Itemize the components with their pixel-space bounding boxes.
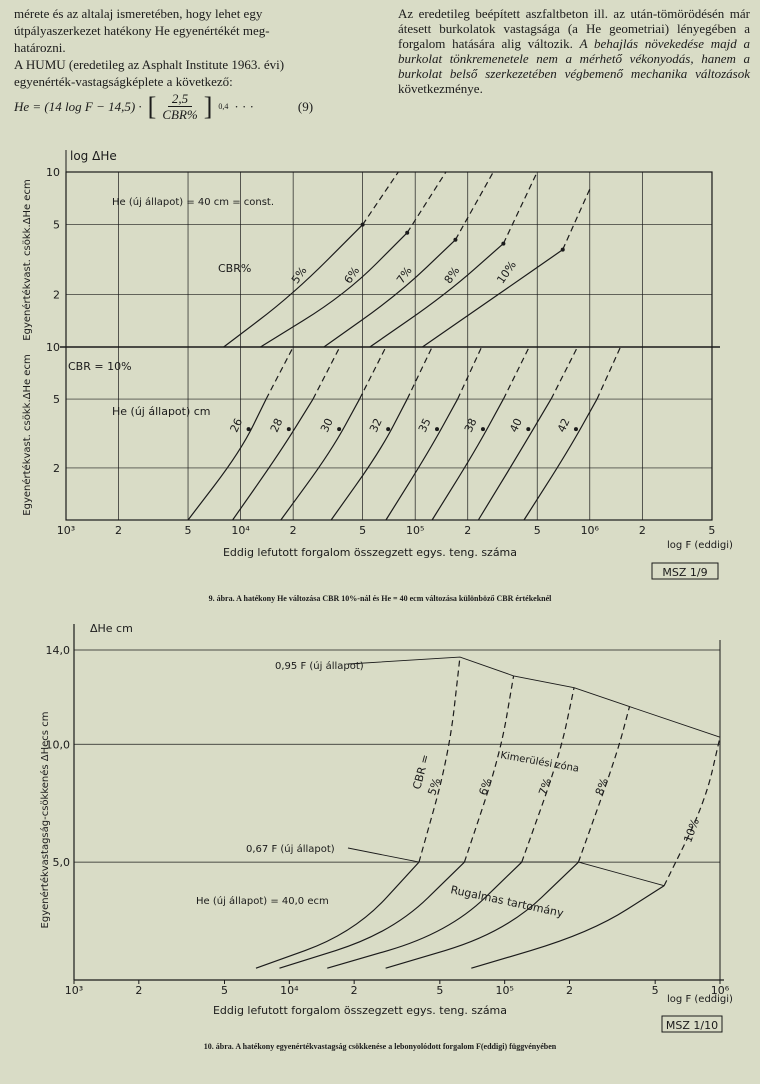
figure-9-series-name: 5% [288, 264, 310, 287]
figure-9-series-line [281, 399, 360, 520]
figure-9-xtick-label: 5 [184, 524, 192, 537]
figure-10-series-line [327, 862, 521, 968]
figure-9-xtick-label: 5 [708, 524, 716, 537]
figure-9-series-line-dashed [360, 347, 386, 399]
figure-10-series-name: 7% [536, 776, 555, 798]
figure-9-series-line-dashed [503, 347, 529, 399]
figure-10-series-line-dashed [664, 737, 720, 886]
figure-9-series-point [386, 427, 390, 431]
text-line: egyenérték-vastagságképlete a következő: [14, 74, 233, 89]
figure-10-ytick-label: 14,0 [45, 644, 70, 657]
figure-9-xtick-label: 2 [638, 524, 646, 537]
figure-9-series-line-dashed [458, 347, 482, 399]
figure-9-series-name: 10% [494, 258, 519, 287]
text-line: határozni. [14, 40, 66, 55]
figure-9-caption: 9. ábra. A hatékony He változása CBR 10%-nál és He = 40 ecm változása különböző CBR értékeknél [208, 594, 552, 603]
figure-9-badge: MSZ 1/9 [662, 566, 708, 579]
figure-9-ytick-label: 5 [53, 393, 60, 407]
bracket-open: [ [147, 91, 157, 121]
figure-9-series-line [324, 240, 456, 347]
figure-10-xtick-label: 2 [350, 984, 358, 997]
figure-9-series-point [337, 427, 341, 431]
figure-9-series-name: 6% [341, 264, 363, 287]
figure-9-top-annotation: He (új állapot) = 40 cm = const. [112, 197, 275, 208]
figure-10-series-name: 8% [592, 776, 612, 798]
figure-10-series-name: 10% [681, 816, 702, 845]
figure-9-ytick-label: 2 [53, 461, 60, 475]
figure-9-xtick-label: 2 [115, 524, 123, 537]
figure-9-series-name: 26 [227, 416, 246, 435]
figure-10-xtick-label: 2 [135, 984, 143, 997]
figure-10-annotation-f67: 0,67 F (új állapot) [246, 844, 335, 855]
figure-9-series-point [361, 223, 365, 227]
figure-9-xtick-label: 10⁴ [231, 524, 250, 537]
figure-10-xtick-label: 5 [436, 984, 444, 997]
text-line: útpályaszerkezet hatékony He egyenértékét meg- [14, 23, 270, 38]
bracket-close: ] [203, 91, 213, 121]
figure-9-series-line-dashed [455, 172, 493, 240]
paragraph-italic: A behajlás növekedése majd a burkolat tönkremenetele nem a mérhető vékonyodás, hanem a burkolat belső szerkezetében végbemenő mechanika változások [398, 36, 750, 81]
figure-9-series-line-dashed [266, 347, 293, 399]
figure-9-series-line-dashed [363, 172, 399, 225]
figure-10-yaxis-label: Egyenértékvastagság-csökkenés ΔHecs cm [40, 711, 51, 929]
figure-9-series-name: 40 [507, 416, 525, 435]
figure-9-ytick-label: 2 [53, 288, 60, 302]
figure-10-series-line [256, 862, 419, 968]
figure-10-badge: MSZ 1/10 [665, 1019, 719, 1032]
figure-9-xtick-label: 10⁶ [580, 524, 599, 537]
figure-10-zone-upper: Kimerülési zóna [499, 750, 580, 775]
figure-9-series-line-dashed [563, 189, 590, 250]
equation-number: (9) [297, 99, 314, 114]
figure-9-series-point [574, 427, 578, 431]
figure-10-series-line [279, 862, 464, 968]
figure-9-series-point [405, 231, 409, 235]
figure-10-ylabel: ΔHe cm [90, 622, 133, 635]
figure-10-series-name: 5% [425, 776, 444, 798]
figure-9-series-point [287, 427, 291, 431]
figure-10-xtick-label: 2 [565, 984, 573, 997]
figure-9-series-name: 8% [441, 264, 463, 287]
figure-10-f95-curve [348, 657, 720, 737]
figure-10-series-line-dashed [464, 676, 513, 862]
figure-9-cbr-annotation: CBR = 10% [68, 360, 132, 373]
figure-9-series-point [526, 427, 530, 431]
figure-9-series-line-dashed [313, 347, 340, 399]
figure-9-series-name: 32 [367, 416, 385, 435]
figure-10-cbr-label: CBR = [410, 753, 433, 791]
figure-9-series-point [481, 427, 485, 431]
equation-numerator: 2,5 [168, 91, 192, 107]
figure-9-xtick-label: 10⁵ [405, 524, 425, 537]
figure-9-xtick-label: 2 [464, 524, 472, 537]
figure-9-series-line [422, 250, 562, 347]
figure-9-xtick-label: 5 [533, 524, 541, 537]
figure-9-ytick-label: 10 [46, 341, 60, 354]
figure-9-yaxis-label-top: Egyenértékvast. csökk.ΔHe ecm [22, 179, 33, 341]
figure-9-ytick-label: 10 [46, 166, 60, 179]
figure-10-xtick-label: 10⁴ [280, 984, 299, 997]
figure-9-series-line-dashed [597, 347, 621, 399]
equation-denominator: CBR% [162, 107, 198, 122]
figure-10-caption: 10. ábra. A hatékony egyenértékvastagság csökkenése a lebonyolódott forgalom F(eddigi) függvényében [203, 1042, 557, 1051]
figure-9-series-line [331, 399, 407, 520]
figure-9-series-name: 42 [554, 416, 573, 435]
text-line: A HUMU (eredetileg az Asphalt Institute 1963. évi) [14, 57, 285, 72]
figure-9-series-name: 35 [415, 416, 434, 435]
figure-10-xlabel: Eddig lefutott forgalom összegzett egys. teng. száma [212, 1004, 508, 1017]
figure-9-xtick-label: 5 [359, 524, 367, 537]
figure-9-yaxis-label-bottom: Egyenértékvast. csökk.ΔHe ecm [22, 354, 33, 516]
paragraph-end: következménye. [398, 81, 483, 96]
figure-10-xtick-label: 5 [651, 984, 659, 997]
figure-9-series-line-dashed [503, 172, 537, 244]
text-line: mérete és az altalaj ismeretében, hogy lehet egy [14, 6, 263, 21]
figure-9-series-label: CBR% [218, 262, 252, 275]
figure-10-annotation-f95: 0,95 F (új állapot) [275, 661, 364, 672]
figure-10-xtick-label: 10⁵ [495, 984, 514, 997]
figure-10-xtick-label: 10³ [64, 984, 84, 997]
figure-9-series-point [435, 427, 439, 431]
figure-9-series-name: 38 [461, 416, 480, 435]
equation-lhs: He = (14 log F − 14,5) · [14, 99, 142, 114]
figure-9-series-point [453, 238, 457, 242]
figure-9-series-name: 30 [318, 416, 336, 435]
equation-dots: · · · [234, 99, 254, 114]
figure-9-series-line [260, 233, 407, 347]
figure-9-series-line-dashed [407, 347, 432, 399]
figure-10-ytick-label: 10,0 [45, 738, 70, 752]
figure-9-ylabel-top: log ΔHe [70, 149, 117, 163]
figure-9-series-point [501, 242, 505, 246]
figure-9-xlabel: Eddig lefutott forgalom összegzett egys. teng. száma [222, 546, 518, 559]
figure-10-xtick-label: 5 [221, 984, 229, 997]
figure-10-series-name: 6% [476, 776, 495, 798]
figure-9-series-line [370, 244, 504, 347]
equation-exponent: 0,4 [218, 102, 229, 111]
figure-9-xlabel-right: log F (eddigi) [667, 540, 733, 551]
figure-10-xtick-label: 10⁶ [710, 984, 730, 997]
figure-10-zone-lower: Rugalmas tartomány [449, 883, 565, 920]
figure-9-series-line-dashed [407, 172, 446, 233]
figure-10-xlabel-right: log F (eddigi) [667, 994, 733, 1005]
figure-9-series-name: 28 [267, 416, 286, 435]
figure-10-f67-curve [348, 848, 664, 886]
figure-9-series-name: 7% [394, 264, 415, 287]
figure-9-series-point [561, 248, 565, 252]
figure-9-xtick-label: 10³ [56, 524, 76, 537]
paragraph-text: Az eredetileg beépített aszfaltbeton ill. az után-tömörödésén már átesett burkolatok vastagsága (a He geometriai) lényegében a forgalom hatására alig változik. [398, 6, 750, 51]
figure-10-series-line-dashed [522, 688, 574, 862]
figure-9-ytick-label: 5 [53, 218, 60, 232]
figure-9-series-line-dashed [551, 347, 577, 399]
figure-9-xtick-label: 2 [289, 524, 297, 537]
figure-10-annotation-he: He (új állapot) = 40,0 ecm [196, 896, 329, 907]
figure-9-he-annotation: He (új állapot) cm [112, 405, 211, 418]
figure-9-series-point [247, 427, 251, 431]
figure-10-ytick-label: 5,0 [52, 856, 70, 870]
